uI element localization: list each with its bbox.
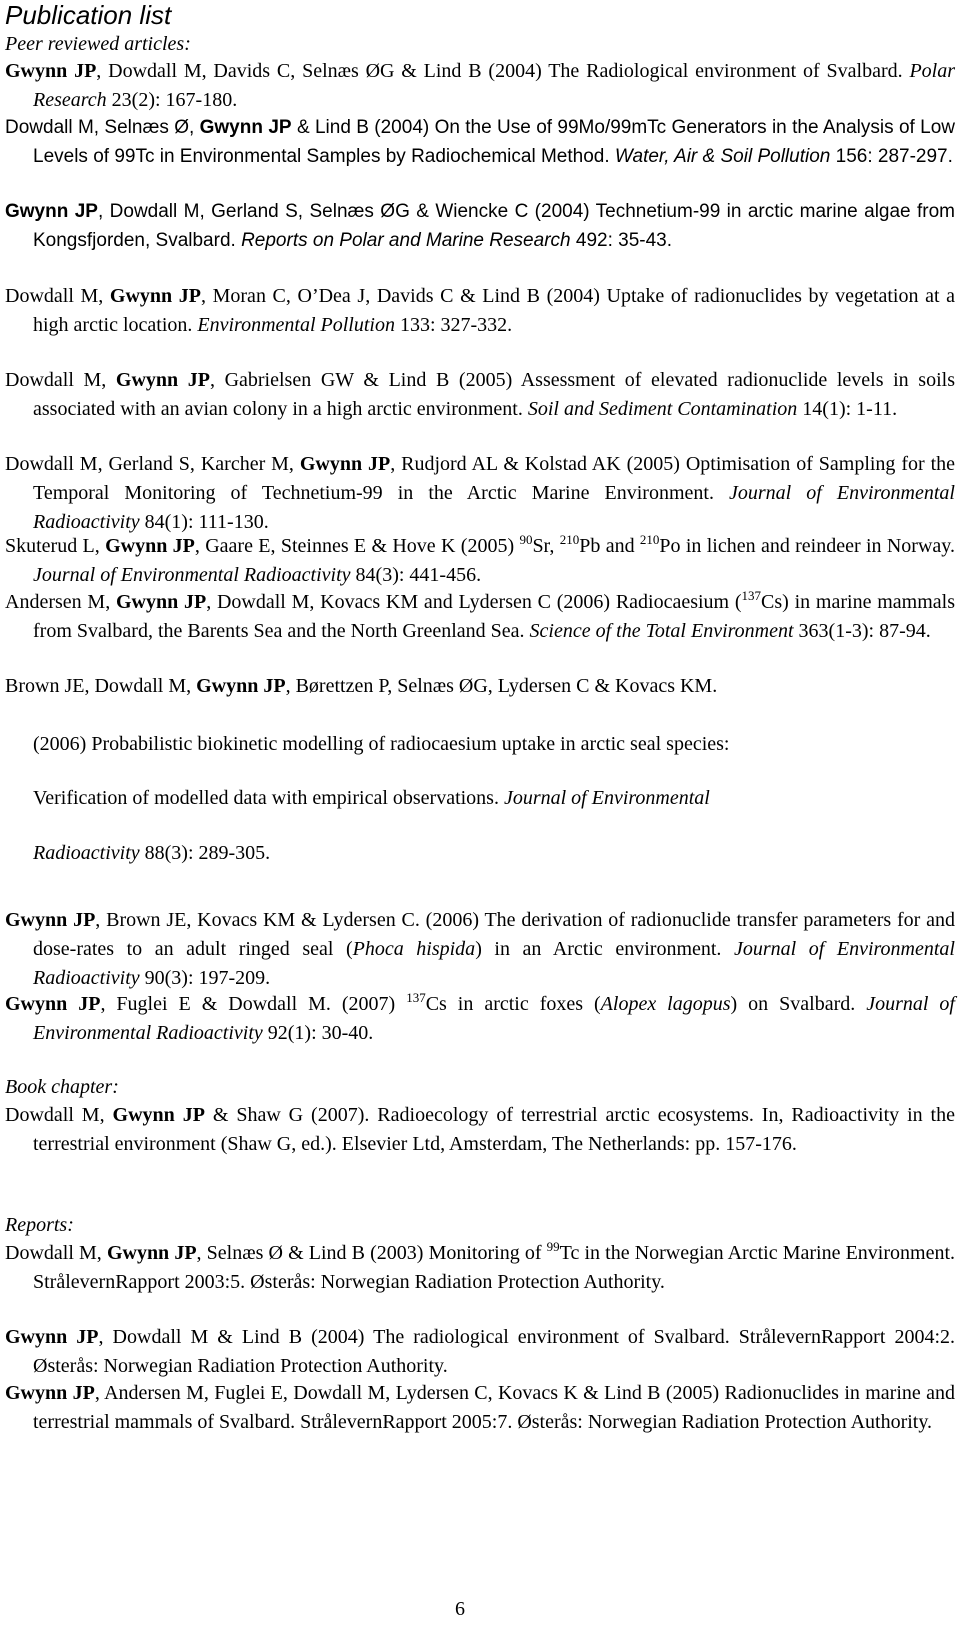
section-heading-book-chapter: Book chapter: — [5, 1076, 119, 1098]
section-heading-peer-reviewed: Peer reviewed articles: — [5, 33, 191, 55]
entry-text: , Dowdall M, Davids C, Selnæs ØG & Lind B (2004) The Radiological environment of Svalbard. — [96, 60, 910, 82]
isotope-mass-number: 210 — [639, 532, 660, 547]
entry-citation: 88(3): 289-305. — [139, 842, 271, 864]
journal-name: Soil and Sediment Contamination — [527, 398, 798, 420]
entry-text: & Shaw G (2007). Radioecology of terrestrial arctic ecosystems. In, Radioactivity in the terrestrial environment (Shaw G, ed.). Elsevier Ltd, Amsterdam, The Netherlands: pp. 157-176. — [33, 1104, 955, 1155]
publication-entry — [5, 282, 955, 340]
species-name: Alopex lagopus — [600, 993, 731, 1015]
entry-text: Verification of modelled data with empirical observations. — [33, 787, 504, 809]
publication-entry — [5, 1323, 955, 1381]
author-highlight: Gwynn JP — [5, 1382, 95, 1404]
page-number: 6 — [455, 1598, 465, 1620]
journal-name: Journal of Environmental Radioactivity — [33, 482, 955, 533]
entry-text: , Andersen M, Fuglei E, Dowdall M, Lydersen C, Kovacs K & Lind B (2005) Radionuclides in marine and terrestrial mammals of Svalbard. StrålevernRapport 2005:7. Østerås: Norwegian Radiation Protection Authority. — [33, 1382, 955, 1433]
entry-continuation-line — [33, 840, 955, 866]
species-name: Phoca hispida — [352, 938, 476, 960]
author-highlight: Gwynn JP — [112, 1104, 205, 1126]
author-highlight: Gwynn JP — [115, 591, 207, 613]
entry-citation: 14(1): 1-11. — [797, 398, 898, 420]
journal-name: Polar Research — [33, 60, 956, 111]
publication-entry — [5, 1239, 955, 1297]
entry-text: , Fuglei E & Dowdall M. (2007) — [100, 993, 407, 1015]
entry-text: ) in an Arctic environment. — [475, 938, 734, 960]
entry-text: , Moran C, O’Dea J, Davids C & Lind B (2004) Uptake of radionuclides by vegetation at a high arctic location. — [33, 285, 955, 336]
entry-text: Po in lichen and reindeer in Norway. — [659, 535, 955, 557]
author-highlight: Gwynn JP — [199, 117, 292, 138]
journal-name: Journal of Environmental — [503, 787, 710, 809]
publication-entry — [5, 990, 955, 1048]
entry-text: , Gabrielsen GW & Lind B (2005) Assessment of elevated radionuclide levels in soils associated with an avian colony in a high arctic environment. — [33, 369, 955, 420]
entry-text: Cs in arctic foxes ( — [425, 993, 601, 1015]
author-highlight: Gwynn JP — [196, 675, 286, 697]
entry-text: Sr, — [532, 535, 560, 557]
entry-citation: 84(3): 441-456. — [350, 564, 482, 586]
entry-text: Brown JE, Dowdall M, — [5, 675, 197, 697]
author-highlight: Gwynn JP — [5, 909, 96, 931]
journal-name: Radioactivity — [33, 842, 140, 864]
entry-citation: 84(1): 111-130. — [139, 511, 269, 533]
publication-entry — [5, 197, 955, 255]
entry-text: Andersen M, — [5, 591, 116, 613]
isotope-mass-number: 137 — [406, 990, 426, 1005]
journal-name: Reports on Polar and Marine Research — [241, 230, 571, 251]
publication-entry — [5, 532, 955, 590]
isotope-mass-number: 137 — [741, 588, 762, 603]
entry-citation: 23(2): 167-180. — [106, 89, 238, 111]
publication-entry — [5, 57, 955, 115]
entry-continuation-line — [33, 785, 955, 811]
entry-text: Dowdall M, — [5, 1242, 107, 1264]
publication-entry — [5, 450, 955, 537]
section-heading-reports: Reports: — [5, 1214, 74, 1236]
author-highlight: Gwynn JP — [299, 453, 391, 475]
entry-text: , Gaare E, Steinnes E & Hove K (2005) — [194, 535, 520, 557]
author-highlight: Gwynn JP — [5, 993, 101, 1015]
journal-name: Journal of Environmental Radioactivity — [33, 938, 955, 989]
publication-entry — [5, 1101, 955, 1159]
author-highlight: Gwynn JP — [115, 369, 210, 391]
journal-name: Water, Air & Soil Pollution — [614, 146, 831, 167]
journal-name: Journal of Environmental Radioactivity — [33, 564, 351, 586]
entry-text: , Selnæs Ø & Lind B (2003) Monitoring of — [196, 1242, 547, 1264]
entry-text: , Brown JE, Kovacs KM & Lydersen C. (2006) The derivation of radionuclide transfer parameters for and dose-rates to an adult ringed seal ( — [33, 909, 955, 960]
publication-entry — [5, 588, 955, 646]
author-highlight: Gwynn JP — [106, 1242, 197, 1264]
entry-text: , Dowdall M & Lind B (2004) The radiological environment of Svalbard. StrålevernRapport 2004:2. Østerås: Norwegian Radiation Protection Authority. — [33, 1326, 955, 1377]
entry-text: , Børettzen P, Selnæs ØG, Lydersen C & Kovacs KM. — [285, 675, 718, 697]
entry-text: , Dowdall M, Gerland S, Selnæs ØG & Wiencke C (2004) Technetium-99 in arctic marine algae from Kongsfjorden, Svalbard. — [33, 201, 956, 251]
entry-text: ) on Svalbard. — [730, 993, 867, 1015]
author-highlight: Gwynn JP — [5, 1326, 99, 1348]
journal-name: Environmental Pollution — [197, 314, 395, 336]
entry-text: Pb and — [579, 535, 640, 557]
entry-text: & Lind B (2004) On the Use of 99Mo/99mTc Generators in the Analysis of Low Levels of 99Tc in Environmental Samples by Radiochemical Method. — [33, 117, 955, 167]
entry-text: Dowdall M, — [5, 369, 116, 391]
entry-citation: 92(1): 30-40. — [262, 1022, 374, 1044]
author-highlight: Gwynn JP — [5, 60, 97, 82]
author-highlight: Gwynn JP — [5, 201, 98, 222]
entry-citation: 133: 327-332. — [394, 314, 513, 336]
entry-text: , Dowdall M, Kovacs KM and Lydersen C (2006) Radiocaesium ( — [206, 591, 742, 613]
isotope-mass-number: 90 — [519, 532, 533, 547]
entry-continuation-line: (2006) Probabilistic biokinetic modelling of radiocaesium uptake in arctic seal species: — [33, 733, 730, 755]
entry-text: , Rudjord AL & Kolstad AK (2005) Optimisation of Sampling for the Temporal Monitoring of Technetium-99 in the Arctic Marine Environment. — [33, 453, 956, 504]
entry-citation: 156: 287-297. — [830, 146, 953, 167]
author-highlight: Gwynn JP — [109, 285, 201, 307]
page-title: Publication list — [5, 0, 172, 30]
entry-text: Dowdall M, Selnæs Ø, — [5, 117, 200, 138]
isotope-mass-number: 99 — [546, 1239, 560, 1254]
journal-name: Journal of Environmental Radioactivity — [33, 993, 955, 1044]
entry-text: Tc in the Norwegian Arctic Marine Environment. StrålevernRapport 2003:5. Østerås: Norwegian Radiation Protection Authority. — [33, 1242, 956, 1293]
entry-citation: 363(1-3): 87-94. — [793, 620, 931, 642]
journal-name: Science of the Total Environment — [529, 620, 794, 642]
entry-text: Dowdall M, — [5, 1104, 113, 1126]
publication-entry — [5, 672, 955, 701]
publication-entry — [5, 1379, 955, 1437]
entry-text: Dowdall M, Gerland S, Karcher M, — [5, 453, 300, 475]
entry-citation: 90(3): 197-209. — [139, 967, 271, 989]
entry-text: Cs) in marine mammals from Svalbard, the Barents Sea and the North Greenland Sea. — [33, 591, 955, 642]
author-highlight: Gwynn JP — [105, 535, 195, 557]
entry-text: Dowdall M, — [5, 285, 110, 307]
publication-entry — [5, 906, 955, 993]
entry-citation: 492: 35-43. — [570, 230, 673, 251]
entry-text: Skuterud L, — [5, 535, 106, 557]
publication-entry — [5, 113, 955, 171]
publication-entry — [5, 366, 955, 424]
isotope-mass-number: 210 — [559, 532, 580, 547]
